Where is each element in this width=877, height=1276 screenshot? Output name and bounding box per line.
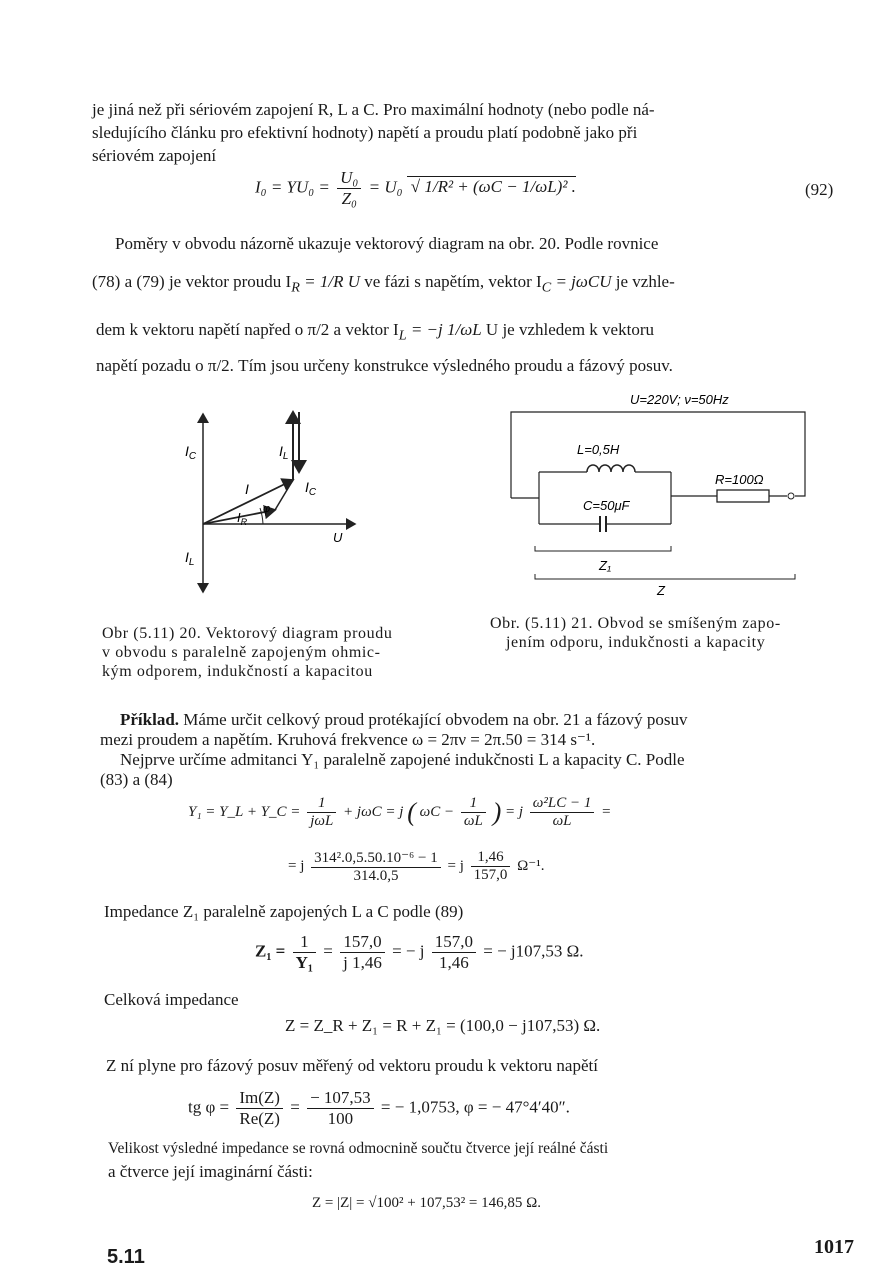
z-brace [535, 574, 795, 579]
caption-20-line-3: kým odporem, indukčností a kapacitou [102, 663, 373, 680]
label-ir: $I_R$ [237, 510, 248, 527]
section-number: 5.11 [107, 1246, 145, 1268]
inductor-label: L=0,5H [577, 442, 620, 457]
phase-lhs: tg φ = [188, 1097, 230, 1117]
eqy1-inner: ωC − [419, 803, 455, 820]
caption-21-line-2: jením odporu, indukčnosti a kapacity [506, 634, 766, 651]
intro-paragraph [92, 98, 847, 167]
velikost-line-1: Velikost výsledné impedance se rovná odmocnině součtu čtverce její reálné části [108, 1140, 609, 1157]
intro-line-1: je jiná než při sériovém zapojení R, L a C. Pro maximální hodnoty (nebo podle ná- [92, 100, 655, 119]
caption-figure-20 [102, 624, 392, 681]
ic-expression: = jωCU [555, 272, 612, 291]
phase-end: = − 1,0753, φ = − 47°4′40″. [380, 1097, 570, 1117]
priklad-line-1-text: Máme určit celkový proud protékající obvodem na obr. 21 a fázový posuv [183, 710, 688, 729]
phase-f1-num: Im(Z) [236, 1088, 283, 1109]
circuit-figure-21 [505, 388, 815, 598]
eqy1b-mid: = j [447, 857, 464, 874]
eqz1-f1-num: 1 [293, 932, 316, 953]
eqz1-f3-den: 1,46 [438, 953, 469, 972]
eqz1-lhs: Z₁ = [255, 941, 286, 961]
eq92-frac-den: Z₀ [341, 189, 357, 208]
eqy1b-frac-2 [471, 849, 511, 884]
eqy1-paren-close: ) [492, 797, 502, 827]
pomery-line-2: (78) a (79) je vektor proudu $I_R = 1/R$ U ve fázi s napětím, vektor $I_C = j\omega CU$ je vzhle- [92, 272, 675, 296]
eqy1-frac-3 [530, 795, 595, 830]
pomery-line-2a: (78) a (79) je vektor proudu I [92, 272, 292, 291]
equation-z1 [255, 932, 584, 973]
eqz1-f1-den: Y₁ [295, 953, 313, 972]
label-i: I [245, 481, 249, 497]
pomery-line-2b: ve fázi s napětím, vektor I [364, 272, 542, 291]
capacitor-label: C=50μF [583, 498, 630, 513]
label-ic-right: $I_C$ [305, 479, 317, 498]
eqy1-f3-num: ω²LC − 1 [530, 795, 595, 813]
eqy1-frac-1 [307, 795, 336, 830]
terminal-right [788, 493, 794, 499]
eqz1-f2-den: j 1,46 [343, 953, 382, 972]
pomery-line-3b: U je vzhledem k vektoru [485, 320, 654, 339]
equation-y1 [188, 795, 611, 830]
inductor-coil [587, 465, 635, 472]
page-number: 1017 [814, 1236, 854, 1258]
eqy1b-f1-den: 314.0,5 [353, 868, 399, 884]
eqy1b-f2-num: 1,46 [471, 849, 511, 867]
label-il-top: $I_L$ [279, 443, 289, 462]
resistor [717, 490, 769, 502]
pomery-line-4: napětí pozadu o π/2. Tím jsou určeny konstrukce výsledného proudu a fázový posuv. [96, 356, 673, 375]
equation-92 [255, 168, 576, 209]
phase-f2-num: − 107,53 [307, 1088, 374, 1109]
eqy1b-f2-den: 157,0 [473, 867, 508, 883]
velikost-line-2: a čtverce její imaginární části: [108, 1162, 313, 1181]
equation-phase [188, 1088, 570, 1129]
pomery-line-2c: je vzhle- [615, 272, 675, 291]
priklad-line-4: (83) a (84) [100, 770, 173, 789]
ir-expression: = 1/R U [304, 272, 360, 291]
phase-eq-1: = [290, 1097, 300, 1117]
priklad-line-3: Nejprve určíme admitanci Y₁ paralelně zapojené indukčnosti L a kapacity C. Podle [120, 750, 685, 769]
eqy1-f1-num: 1 [307, 795, 336, 813]
eq92-fraction [337, 168, 361, 209]
circuit-header: U=220V; ν=50Hz [630, 392, 729, 407]
eq92-root: √ 1/R² + (ωC − 1/ωL)² . [407, 176, 576, 196]
eqy1-f3-den: ωL [552, 813, 572, 829]
pomery-line-3: dem k vektoru napětí napřed o π/2 a vektor $I_L = -j$ 1/ωL U je vzhledem k vektoru [96, 320, 654, 344]
z-label: Z [657, 583, 665, 598]
label-il-bottom: $I_L$ [185, 549, 195, 568]
label-ic-top: $I_C$ [185, 443, 197, 462]
eqy1-f2-num: 1 [461, 795, 486, 813]
eqy1b-lead: = j [288, 857, 305, 874]
caption-21-line-1: Obr. (5.11) 21. Obvod se smíšeným zapo- [490, 615, 781, 632]
eqz1-f2-num: 157,0 [340, 932, 385, 953]
intro-line-2: sledujícího článku pro efektivní hodnoty) napětí a proudu platí podobně jako při [92, 123, 638, 142]
caption-20-line-1: Obr (5.11) 20. Vektorový diagram proudu [102, 625, 393, 642]
priklad-line-1 [100, 710, 855, 730]
eqy1-eq-j: = j [504, 803, 524, 820]
impedance-text: Impedance Z₁ paralelně zapojených L a C podle (89) [104, 902, 464, 921]
label-u: U [333, 530, 343, 545]
phase-frac-2 [307, 1088, 374, 1129]
eq92-lhs: I₀ = YU₀ = [255, 177, 330, 197]
phase-frac-1 [236, 1088, 283, 1129]
vector-diagram-figure-20 [175, 400, 375, 605]
pomery-line-1: Poměry v obvodu názorně ukazuje vektorový diagram na obr. 20. Podle rovnice [115, 234, 659, 253]
eqz1-eq-1: = [323, 941, 333, 961]
resistor-label: R=100Ω [715, 472, 764, 487]
z1-label: Z₁ [599, 558, 612, 573]
caption-20-line-2: v obvodu s paralelně zapojeným ohmic- [102, 644, 381, 661]
equation-y1-continued [288, 848, 544, 885]
eq92-frac-num: U₀ [337, 168, 361, 189]
eqy1-paren-open: ( [407, 797, 416, 827]
eqy1-eq-end: = [601, 803, 612, 820]
eqy1b-frac-1 [311, 848, 441, 885]
eqz1-frac-2 [340, 932, 385, 973]
pomery-line-3a: dem k vektoru napětí napřed o π/2 a vektor I [96, 320, 399, 339]
priklad-heading: Příklad. [120, 710, 180, 729]
priklad-paragraph [100, 710, 855, 790]
velikost-equation: Z = |Z| = √100² + 107,53² = 146,85 Ω. [312, 1195, 542, 1211]
phase-f1-den: Re(Z) [239, 1109, 280, 1128]
eqy1b-f1-num: 314².0,5.50.10⁻⁶ − 1 [311, 848, 441, 868]
caption-figure-21 [490, 614, 781, 652]
eq92-number: (92) [805, 180, 834, 199]
celkova-equation: Z = Z_R + Z₁ = R + Z₁ = (100,0 − j107,53) Ω. [285, 1016, 601, 1035]
eqy1-plus: + jωC = j [343, 803, 404, 820]
priklad-line-2: mezi proudem a napětím. Kruhová frekvence ω = 2πν = 2π.50 = 314 s⁻¹. [100, 730, 596, 749]
eqz1-eq-2: = − j [392, 941, 425, 961]
eqz1-f3-num: 157,0 [432, 932, 476, 953]
celkova-text: Celková impedance [104, 990, 239, 1009]
eqz1-frac-1 [293, 932, 316, 973]
eqz1-end: = − j107,53 Ω. [483, 941, 584, 961]
phase-f2-den: 100 [327, 1109, 354, 1128]
eqz1-frac-3 [432, 932, 476, 973]
eqy1b-unit: Ω⁻¹. [517, 857, 545, 874]
eqy1-frac-2 [461, 795, 486, 830]
phase-text: Z ní plyne pro fázový posuv měřený od vektoru proudu k vektoru napětí [106, 1056, 598, 1075]
eqy1-f2-den: ωL [463, 813, 483, 829]
eq92-mid: = U₀ [368, 177, 403, 197]
eqy1-f1-den: jωL [310, 813, 334, 829]
z1-brace [535, 546, 671, 551]
intro-line-3: sériovém zapojení [92, 146, 217, 165]
label-phi: φ [263, 503, 271, 515]
eqy1-lhs: Y₁ = Y_L + Y_C = [188, 803, 301, 820]
il-expression: = −j 1/ωL [410, 320, 482, 339]
